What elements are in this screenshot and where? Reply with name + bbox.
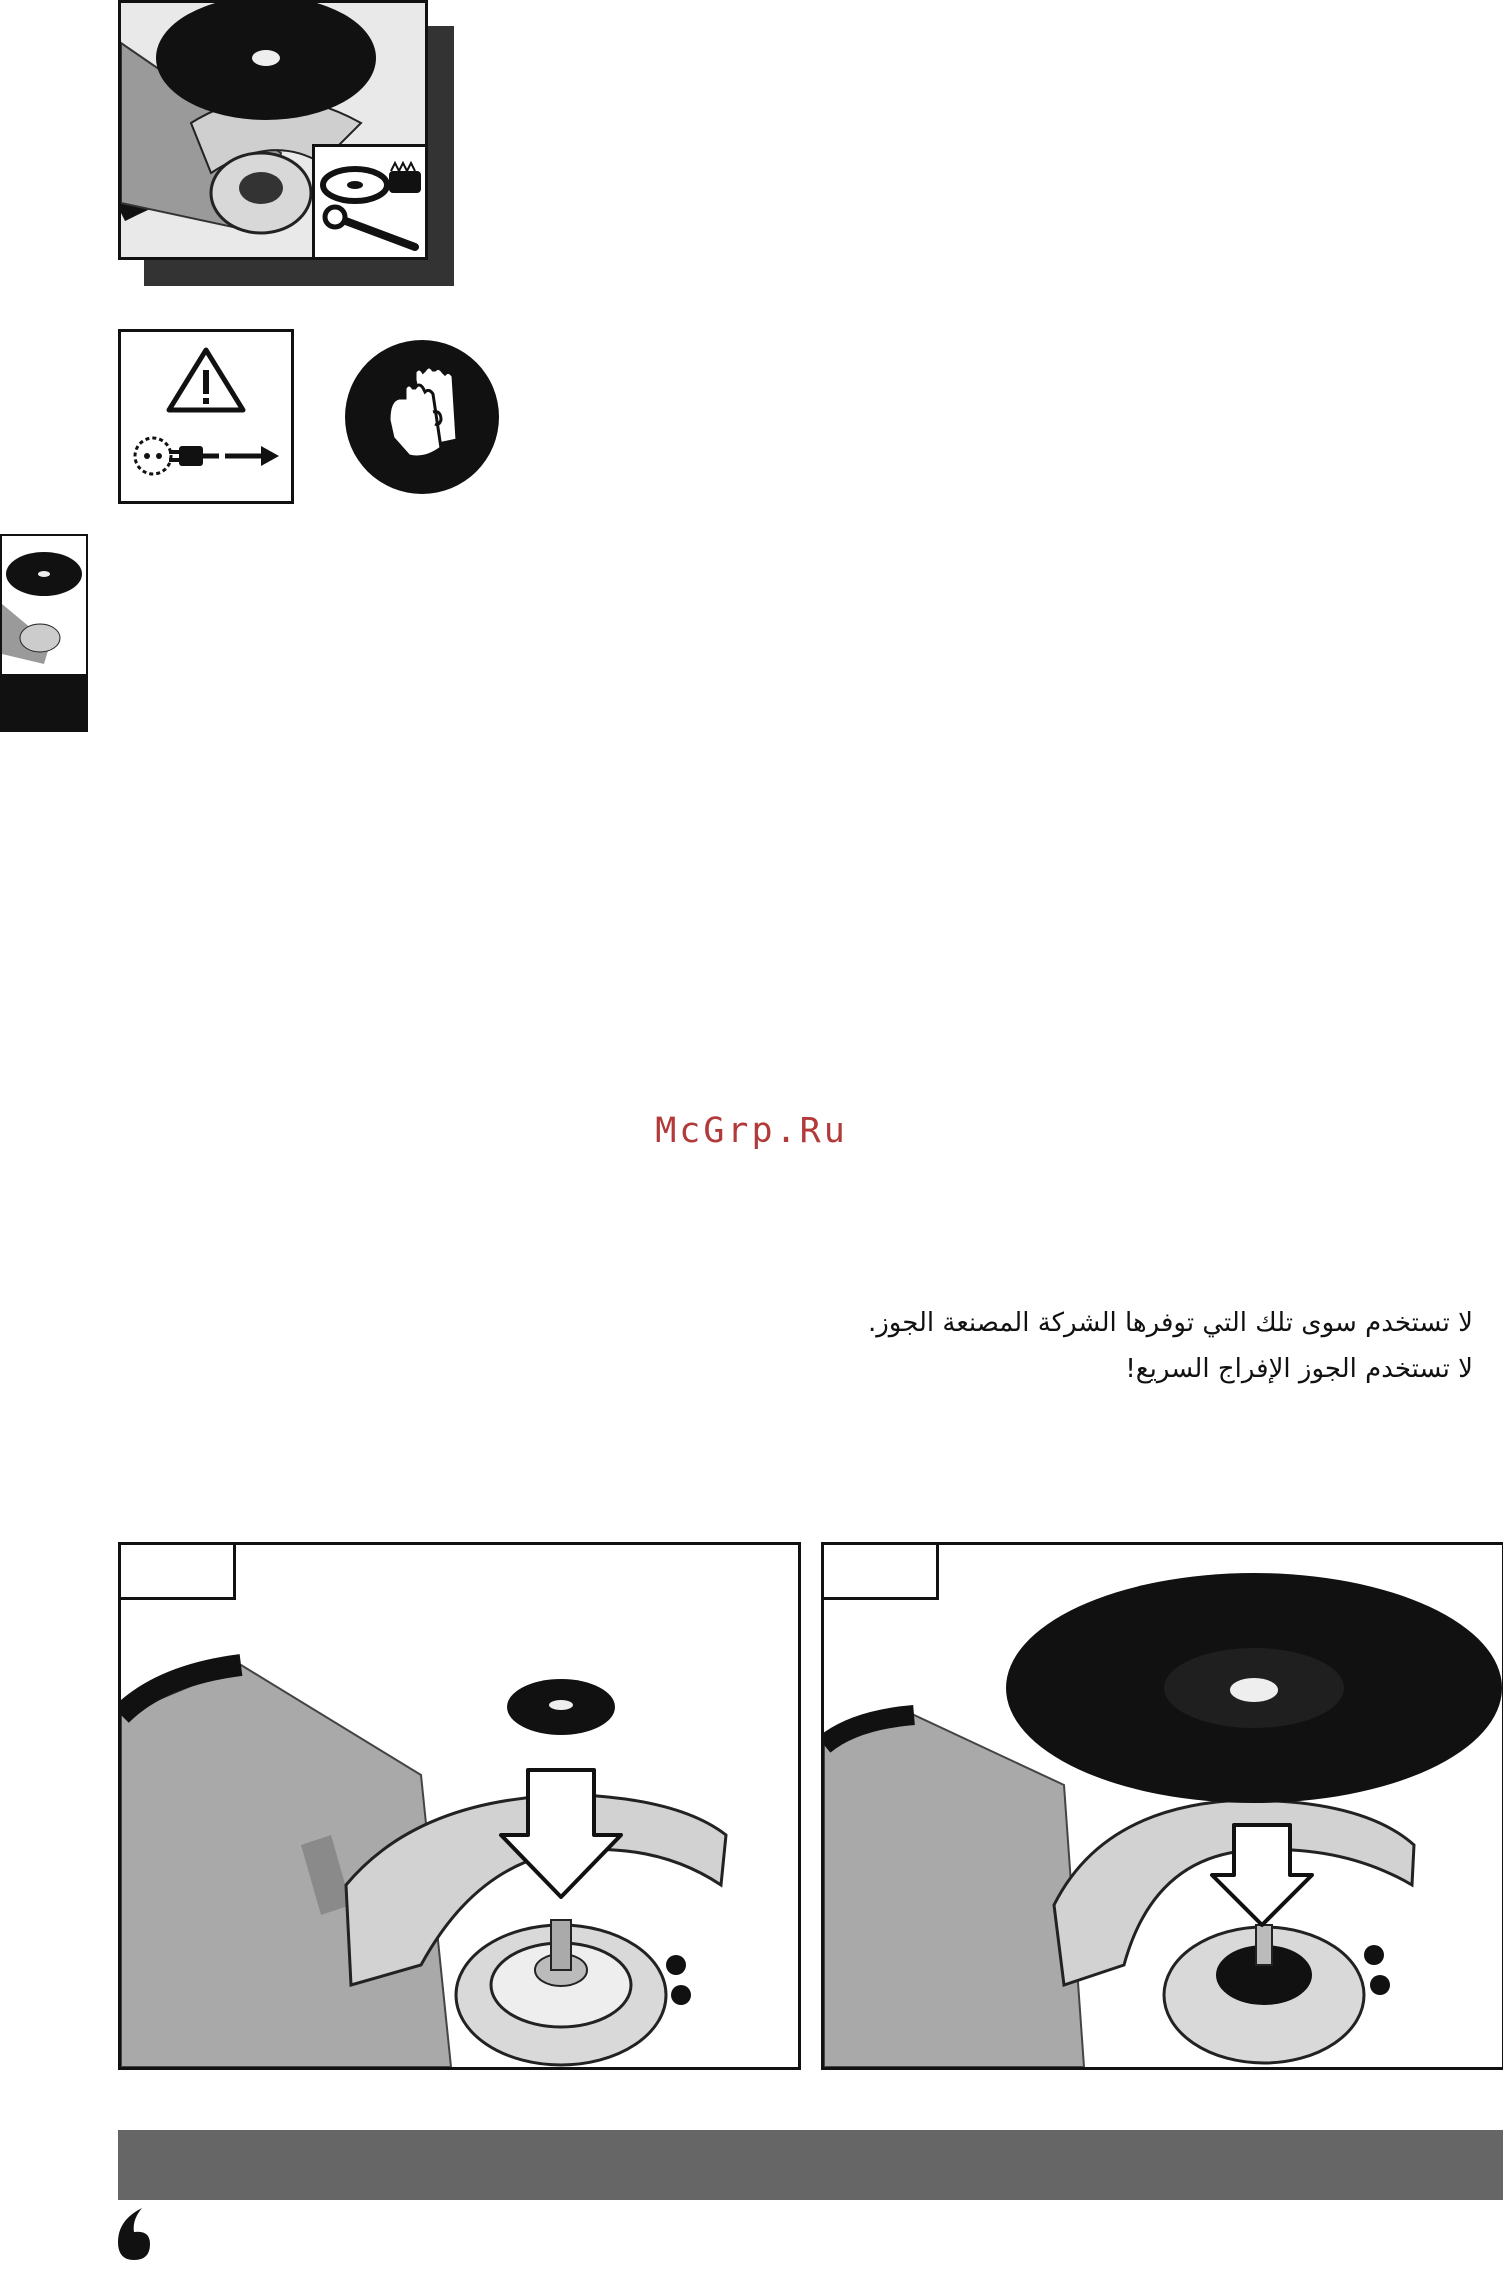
figure-label — [824, 1545, 939, 1600]
watermark: McGrp.Ru — [655, 1111, 848, 1151]
unplug-icon — [135, 438, 279, 474]
arrow-down-icon — [501, 1770, 621, 1897]
grinder-disc-illustration — [118, 0, 428, 260]
grinder-thumbnail-icon — [0, 534, 88, 732]
gloves-icon — [345, 340, 499, 494]
unplug-warning-box — [118, 329, 294, 504]
figure-disc-mounting — [821, 1542, 1503, 2070]
figure-inner-flange — [118, 1542, 801, 2070]
footer-bar — [118, 2130, 1503, 2200]
warning-triangle-icon — [169, 350, 243, 410]
disc-wrench-icon — [312, 144, 425, 257]
page-number-mark — [112, 2206, 158, 2262]
instruction-line-2: لا تستخدم الجوز الإفراج السريع! — [1125, 1354, 1473, 1384]
instruction-line-1: لا تستخدم سوى تلك التي توفرها الشركة المصنعة الجوز. — [867, 1308, 1473, 1338]
figure-label — [121, 1545, 236, 1600]
